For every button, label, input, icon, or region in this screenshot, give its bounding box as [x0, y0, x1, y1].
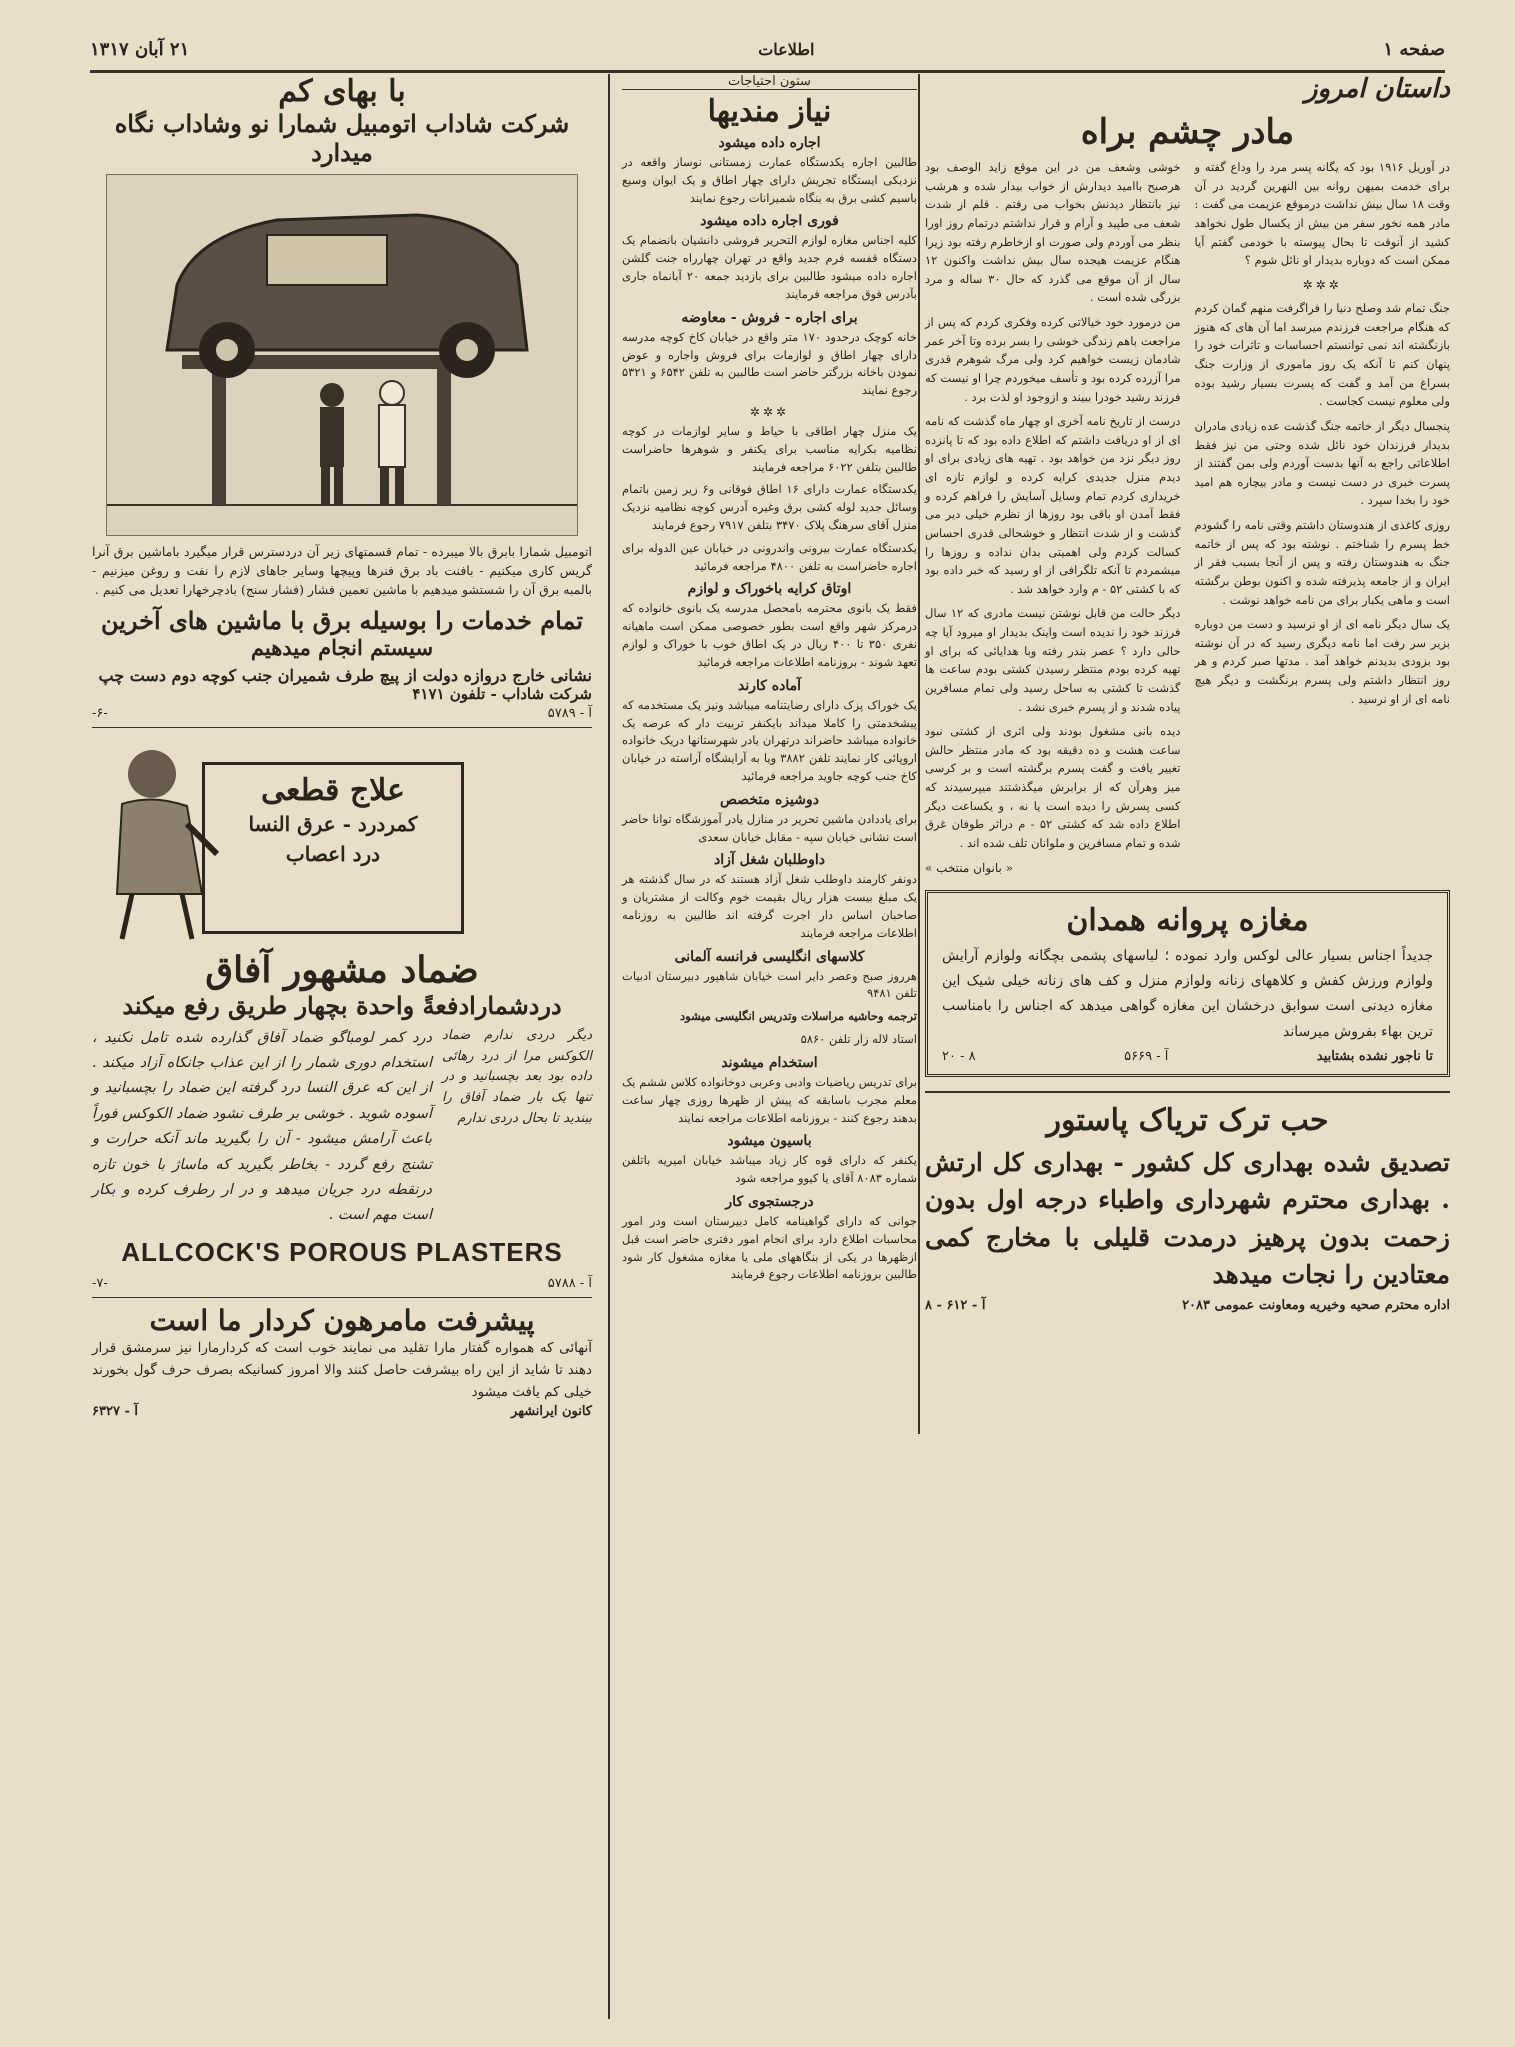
classified-text: هرروز صبح وعصر دایر است خیابان شاهپور دبیرستان ادبیات تلفن ۹۴۸۱ — [622, 968, 917, 1001]
cure-box-title: علاج قطعی — [260, 772, 406, 808]
classified-text: برای یاددادن ماشین تحریر در منازل یادر آموزشگاه توانا حاضر است نشانی خیابان سپه - مقابل خیابان سعدی — [622, 811, 917, 844]
story-paragraph: درست از تاریخ نامه آخری او چهار ماه گذشت که نامه ای از او دریافت داشتم که اطلاع داده بود که تا پانزده روز دیگر نزد من خواهد بود . تهیه های زیادی برای او دیدم منزل جدیدی کرایه کرده و لوازم تازه ای خریداری کردم تمام وسایل آسایش را فراهم کرده و فقط آمدن او باقی بود روزها از نظرم خیلی دیر می گذشت و از شدت انتظار و خوشحالی قدری احساس کسالت کردم ولی اهمیتی بدان نداده و روزها را میشمردم تا آنکه تلگرافی از او رسید که خبر داده بود که با کشتی ۵۲ - م وارد خواهد شد . — [925, 414, 1181, 596]
masthead — [90, 28, 1445, 73]
classified-text: یکدستگاه عمارت بیرونی واندرونی در خیابان عین الدوله برای اجاره حاضراست به تلفن ۴۸۰۰ مراجعه فرمائید — [622, 540, 917, 573]
car-ad-subhead: شرکت شاداب اتومبیل شمارا نو وشاداب نگاه میدارد — [114, 109, 570, 167]
classified-heading: داوطلبان شغل آزاد — [713, 852, 826, 869]
story-paragraph: یک سال دیگر نامه ای از او نرسید و دست من دوباره بزیر سر رفت اما نامه دیگری رسید که در آن نوشته بود بزودی بدیدنم خواهد آمد . مدتها صبر کردم و هر روز انتظار داشتم ولی پسرم برنگشت و دیگر هیچ نامه ای از او نرسید . — [1194, 617, 1450, 706]
classified-heading: فوری اجاره داده میشود — [700, 213, 839, 230]
story-paragraph: در آوریل ۱۹۱۶ بود که یگانه پسر مرد را وداع گفته و برای خدمت بمیهن روانه بین النهرین گردید در آن وقت ۱۸ سال بیش نداشت درموقع عزیمت می گفت : مادر همه نخور سفر من بیش از یکسال طول نخواهد کشید از آنوقت تا بحال پیوسته با خودمی گفتم آیا ممکن است که دوباره بدیدار او نائل شوم ؟ — [1194, 160, 1450, 268]
car-ad-code: آ - ۵۷۸۹ — [547, 705, 592, 721]
classified-heading: برای اجاره - فروش - معاوضه — [681, 309, 858, 326]
classified-heading: آماده کارند — [737, 677, 802, 694]
classifieds-label: ستون احتیاجات — [622, 74, 917, 90]
plaster-ad-subhead: دردشمارادفعةً واحدة بچهار طریق رفع میکند — [122, 990, 562, 1020]
pill-ad-footer: اداره محترم صحیه وخیریه ومعاونت عمومی ۲۰۸۳ — [1182, 1297, 1450, 1313]
classified-text: جوانی که دارای گواهینامه کامل دبیرستان است ودر امور محاسبات اطلاع دارد برای انجام امور دفتری حاضر است قبل ازظهرها در یکی از بنگاههای ملی یا مغازه مشغول کار شود طالبین بروزنامه اطلاعات رجوع فرمایند — [622, 1213, 917, 1282]
plaster-ad-top — [92, 734, 592, 949]
plaster-ad-testimonial: دیگر دردی ندارم ضماد الکوکس مرا از درد رهائی داده بود بعد بچسبانید و در تنها یک بار ضماد آفاق را ببندید تا بحال دردی ندارم — [442, 1027, 592, 1126]
classifieds-title: نیاز مندیها — [707, 94, 832, 129]
separator-stars: ✲✲✲ — [1302, 277, 1342, 292]
woman-illustration — [92, 734, 222, 944]
progress-ad-headline: پیشرفت مامرهون کردار ما است — [149, 1303, 535, 1337]
column-rule — [918, 74, 920, 1434]
story-paragraph: پنجسال دیگر از خاتمه جنگ گذشت عده زیادی مادران بدیدار فرزندان خود نائل شده وحتی من نیز فقط اطلاعاتی راجع به آنها بدست آوردم ولی بمن گفتند از پسرت خبری در دست نیست و مادر بیچاره هم امید خود را بخدا سپرد . — [1194, 418, 1450, 508]
classified-text: طالبین اجاره یکدستگاه عمارت زمستانی نوساز واقعه در نزدیکی ایستگاه تجریش دارای چهار اطاق و یک ایوان وسیع باسیم کشی برق به بنگاه شمیرانات رجوع نمایند — [622, 155, 917, 205]
separator-stars: ✲✲✲ — [749, 404, 790, 419]
shop-ad-code: آ - ۵۶۶۹ — [1124, 1048, 1169, 1064]
car-ad-phone: شرکت شاداب - تلفون ۴۱۷۱ — [412, 684, 592, 703]
plaster-ad-headline: ضماد مشهور آفاق — [205, 948, 479, 991]
story-signature: « بانوان منتخب » — [925, 860, 1014, 875]
left-column — [92, 74, 592, 2024]
page-number: صفحه ۱ — [1383, 38, 1445, 60]
plasters-brand: ALLCOCK'S POROUS PLASTERS — [121, 1236, 563, 1267]
pill-ad-code: آ - ۶۱۲ - ۸ — [925, 1297, 986, 1313]
classified-text: دونفر کارمند داوطلب شغل آزاد هستند که در سال گذشته هر یک مبلغ بیست هزار ریال بقیمت خوم وکالت از مشتریان و صاحبان اساس دار اجرت گرفته اند طالبین به روزنامه اطلاعات مراجعه فرمایند — [622, 872, 917, 940]
classified-heading: دوشیزه متخصص — [720, 791, 819, 808]
story-paragraph: روزی کاغذی از هندوستان داشتم وقتی نامه را گشودم خط پسرم را شناختم . نوشته بود که پس از خاتمه جنگ به هندوستان رفته و پس از آنجا بسبب فقر از ایران و از جامعه پذیرفته شده و اکنون بوطن برگشته است و ماهی یکبار برای من نامه خواهد نوشت . — [1194, 518, 1450, 607]
plaster-ad-number: -۷- — [92, 1275, 108, 1291]
car-ad-address: نشانی خارج دروازه دولت از پیچ طرف شمیران جنب کوچه دوم دست چپ — [98, 665, 592, 685]
shop-ad — [925, 890, 1450, 1077]
car-ad-number: -۶- — [92, 705, 108, 721]
pill-ad — [925, 1091, 1450, 1313]
story-paragraph: دیده بانی مشغول بودند ولی اثری از کشتی نبود ساعت هشت و ده دقیقه بود که مادر منتظر حالش تغییر یافت و گفت پسرم برگشته است و بر کرسی میز وهرآن که از برابرش میگذشتند میپرسیدند که کسی پسرش را دیده است یا نه ، و یکساعت دیگر اطلاع داده شد که کشتی ۵۲ - م دراثر طوفان غرق شده و تمام مسافرین و ملوانان تلف شده اند . — [925, 724, 1181, 850]
classified-text: کلیه اجناس مغازه لوازم التحریر فروشی دانشیان بانضمام یک دستگاه قفسه فرم جدید واقع در تهران چهارراه جنت گلشن اجاره داده میشود طالبین برای بازدید جمعه ۲۰ آبانماه جاری بآدرس فوق مراجعه فرمایند — [622, 233, 917, 301]
classified-heading: باسیون میشود — [727, 1133, 812, 1150]
shop-ad-code2: ۸ - ۲۰ — [942, 1048, 976, 1064]
classified-heading: استخدام میشوند — [721, 1054, 818, 1071]
shop-ad-footer: تا ناجور نشده بشتابید — [1316, 1048, 1433, 1064]
car-ad-headline: با بهای کم — [278, 74, 406, 109]
issue-date: ۲۱ آبان ۱۳۱۷ — [90, 38, 190, 60]
paper-name: اطلاعات — [758, 39, 815, 59]
classified-text: یک خوراک پزک دارای رضایتنامه میباشد ونیز یک مستخدمه که پیشخدمتی را کاملا میداند بایکنفر تربیت دار که عرصه یک خانواده میباشد حاضراند درتهران یادر شهرستانها دریک خانواده اروپائی کار نمایند تلفن ۳۸۸۲ ویا به آرایشگاه آراسته در خیابان کاخ جنب کوچه جاوید مراجعه فرمائید — [622, 697, 917, 783]
classified-text: یکنفر که دارای قوه کار زیاد میباشد خیابان امیریه باتلفن شماره ۸۰۸۳ آقای یا کیوو مراجعه شود — [622, 1153, 917, 1186]
progress-ad-body: آنهائی که همواره گفتار مارا تقلید می نمایند خوب است که کردارمارا نیز سرمشق قرار دهند تا شاید از این راه بیشرفت حاصل کنند والا امروز کسانیکه بصرف حرف گول بخورند خیلی کم یافت میشود — [92, 1339, 592, 1401]
classified-heading: کلاسهای انگلیسی فرانسه آلمانی — [674, 948, 865, 965]
plaster-ad-body: درد کمر لومباگو ضماد آفاق گذارده شده تامل نکنید ، استخدام دوری شمار را از این عذاب جانکاه آزاد میکند . از این که عرق النسا درد گرفته این ضماد را بچسبانید و آسوده شوید . خوشی بر طرف نشود ضماد الکوکس فوراً باعث آرامش میشود - آن را بگیرید ماند آنکه حرارت و تشنج رفع گردد - بخاطر بگیرید که ماساژ با خون تازه درنقطه درد جریان میدهد و در ار رطرف کرده و بکار است مهم است . — [92, 1029, 432, 1224]
progress-ad-sign: کانون ایرانشهر — [511, 1403, 592, 1419]
classified-text: برای تدریس ریاضیات وادبی وعربی دوخانواده کلاس ششم یک معلم مجرب باسابقه که پیش از ظهرها روزی چهار ساعت بدهند رجوع کنند - بروزنامه اطلاعات مراجعه نمایند — [622, 1074, 917, 1125]
car-lift-illustration — [106, 174, 578, 536]
car-ad-big-line2: سیستم انجام میدهیم — [250, 634, 434, 660]
classified-text: یک منزل چهار اطاقی با حیاط و سایر لوازمات در کوچه نظامیه بکرایه مناسب برای یکنفر و شوهرها حاضراست طالبین بتلفن ۶۰۲۲ مراجعه فرمایند — [622, 423, 917, 474]
classified-text: استاد لاله زار تلفن ۵۸۶۰ — [800, 1032, 917, 1047]
plaster-ad-code: آ - ۵۷۸۸ — [547, 1275, 592, 1291]
divider — [92, 1297, 592, 1298]
car-ad-body: اتومبیل شمارا بابرق بالا میبرده - تمام قسمتهای زیر آن دردسترس قرار میگیرد باماشین برق آنرا گریس کاری میکنیم - بافنت باد برق فنرها وپیچها وسایر جاهای لازم را نفت و روغن میزنیم - بالمبه برق آن را شستشو میدهیم با ماشین تعمین فشار (فشار سنج) بادچرخهارا تعدیل می کنیم . — [92, 543, 592, 598]
story-body — [925, 158, 1450, 878]
story-column — [925, 74, 1450, 1313]
classified-heading: اوتاق کرایه باخوراک و لوازم — [687, 581, 852, 598]
plaster-ad-text-block — [92, 1026, 592, 1229]
pill-ad-body: تصدیق شده بهداری کل کشور - بهداری کل ارتش . بهداری محترم شهرداری واطباء درجه اول بدون زحمت بدون پرهیز درمدت قلیلی با مخارج کمی معتادین را نجات میدهد — [925, 1147, 1450, 1290]
story-col-right — [1195, 158, 1451, 878]
cure-box-line2: درد اعصاب — [285, 841, 381, 866]
divider — [92, 727, 592, 728]
cure-box — [202, 762, 464, 934]
classified-text: ترجمه وحاشیه مراسلات وتدریس انگلیسی میشود — [680, 1009, 917, 1024]
pill-ad-title: حب ترک تریاک پاستور — [1046, 1102, 1329, 1138]
classified-text: فقط یک بانوی محترمه بامحصل مدرسه یک بانوی خانواده که درمرکز شهر واقع است بطور خصوصی ممکن است ماهیانه نفری ۳۵۰ تا ۴۰۰ ریال در یک اطاق خوب با خوراک و لوازم تعهد شوند - بروزنامه اطلاعات مراجعه فرمائید — [622, 601, 918, 669]
story-title: مادر چشم براه — [1080, 112, 1295, 152]
story-section-label: داستان امروز — [1304, 74, 1450, 104]
story-paragraph: دیگر حالت من قابل نوشتن نیست مادری که ۱۲ سال فرزند خود را ندیده است واینک بدیدار او میرود آیا چه حالی دارد ؟ عصر بندر رفته وبا هدایائی که برای او تهیه کرده بودم منتظر رسیدن کشتی بودم ساعت ها گذشت تا کشتی به ساحل رسید ولی تمام مسافرین پیاده شدند و از پسرم خبری نشد . — [925, 606, 1181, 714]
story-paragraph: خوشی وشعف من در این موقع زاید الوصف بود هرصبح باامید دیدارش از خواب بیدار شده و هرشب نیز بانتظار دیدنش بخواب می رفتم . قلم از شدت شعف می طپید و آرام و قرار نداشتم درتمام روز اورا بنظر می آوردم ولی صورت او ازخاطرم رفته بود زیرا هنگام عزیمت هیجده سال بیش نداشت واکنون ۱۲ سال از آن موقع می گذرد که حال ۳۰ ساله و مرد بزرگی شده است . — [925, 160, 1181, 305]
column-rule — [608, 74, 610, 2019]
cure-box-line: کمردرد - عرق النسا — [248, 811, 418, 836]
classifieds-column — [622, 74, 917, 1289]
shop-ad-body: جدیداً اجناس بسیار عالی لوکس وارد نموده ؛ لباسهای پشمی بچگانه ولوازم آرایش ولوازم ورزش کفش و کلاههای زنانه ولوازم منزل و کف های زنانه خیلی شیک این مغازه دیدنی است سوابق درخشان این مغازه گواهی میدهد که اجناس را بامناسب ترین بهاء بفروش میرساند — [942, 947, 1433, 1040]
classified-text: خانه کوچک درحدود ۱۷۰ متر واقع در خیابان کاخ کوچه مدرسه دارای چهار اطاق و لوازمات برای فروش واجاره و عوض نمودن باخانه بزرگتر حاضر است طالبین به تلفن ۶۵۴۲ و ۵۳۲۱ رجوع نمایند — [622, 329, 917, 398]
shop-ad-title: مغازه پروانه همدان — [1066, 902, 1309, 938]
story-paragraph: جنگ تمام شد وصلح دنیا را فراگرفت منهم گمان کردم که هنگام مراجعت فرزندم میرسد اما آن های که هنوز بازنگشته اند نمی توانستم احساسات و تاثرات خود را پنهان کنم تا آنکه یک روز ماموری از وزارت جنگ بسراغ من آمد و گفت که پسرت بسیار رشید بوده ولی معلوم نیست کجاست . — [1194, 301, 1450, 409]
car-ad-big-line: تمام خدمات را بوسیله برق با ماشین های آخرین — [100, 605, 584, 635]
story-col-left — [925, 158, 1181, 878]
classified-heading: اجاره داده میشود — [718, 135, 821, 151]
story-paragraph: من درمورد خود خیالاتی کرده وفکری کردم که پس از مراجعت باهم زندگی خوشی را بسر برده وتا آخر عمر شادمان زیست خواهیم کرد ولی مرگ شوهرم قدری مرا آزرده کرده بود و تأسف میخوردم چرا او نیست که فرزند رشید خودرا ببیند و ازوجود او لذت برد . — [925, 315, 1181, 404]
classified-heading: درجستجوی کار — [725, 1193, 814, 1210]
classified-text: یکدستگاه عمارت دارای ۱۶ اطاق فوقانی و۶ زیر زمین باتمام وسائل جدید لوله کشی برق وغیره آدرس کوچه نظامیه نزدیک منزل آقای سرهنگ پلاک ۳۴۷۰ بتلفن ۷۹۱۷ رجوع فرمایند — [622, 482, 917, 532]
progress-ad-code: آ - ۶۳۲۷ — [92, 1403, 138, 1419]
